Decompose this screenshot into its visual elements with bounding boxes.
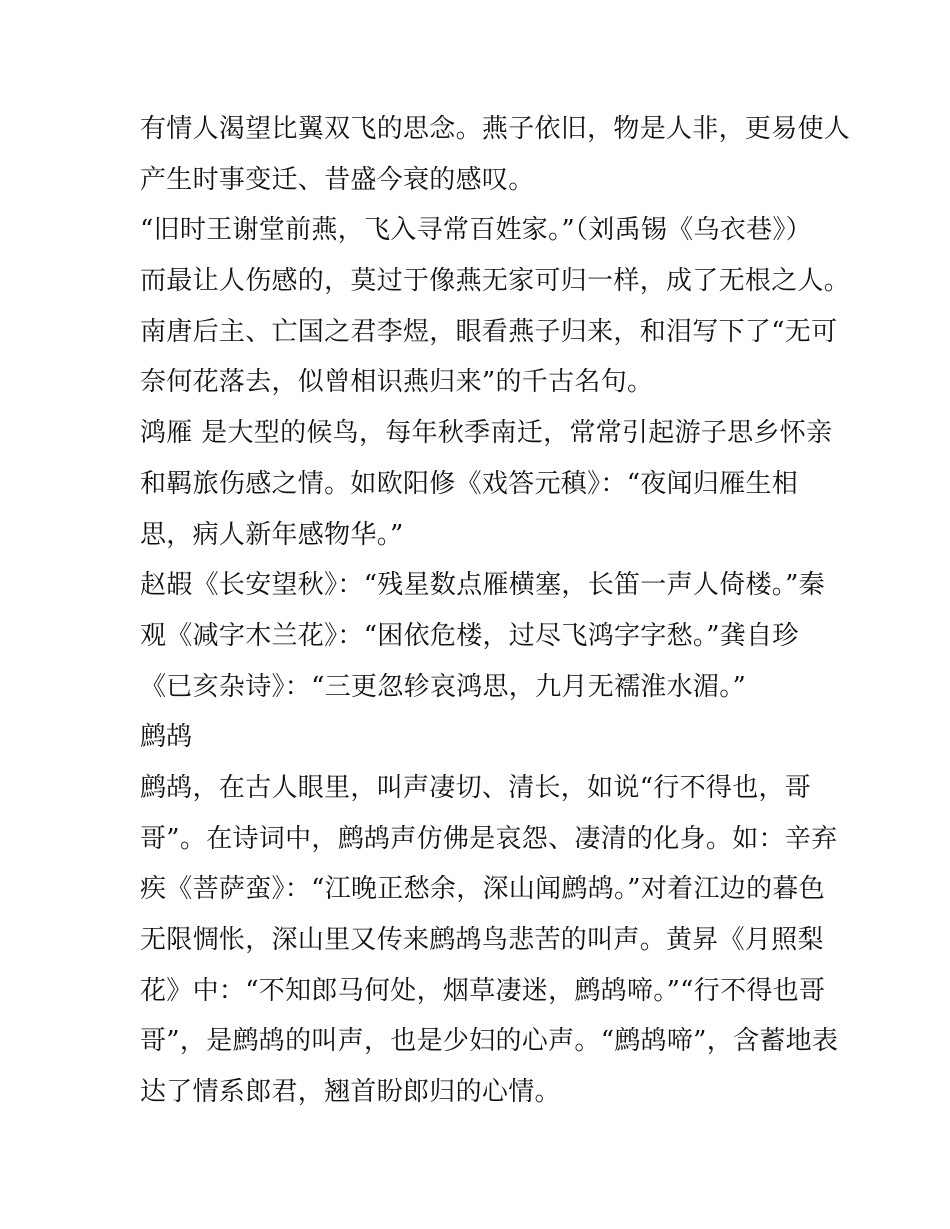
text-line: 达了情系郎君，翘首盼郎归的心情。 [140,1077,561,1108]
text-line: 疾《菩萨蛮》：“江晚正愁余，深山闻鹧鸪。”对着江边的暮色 [140,874,825,905]
text-line: 无限惆怅，深山里又传来鹧鸪鸟悲苦的叫声。黄昇《月照梨 [140,925,824,955]
text-line: 《已亥杂诗》：“三更忽轸哀鸿思，九月无襦淮水湄。” [140,671,747,702]
text-line: 鸿雁 是大型的候鸟，每年秋季南迁，常常引起游子思乡怀亲 [140,418,833,449]
text-line: 观《减字木兰花》：“困依危楼，过尽飞鸿字字愁。”龚自珍 [140,620,799,651]
text-line: 南唐后主、亡国之君李煜，眼看燕子归来，和泪写下了“无可 [140,316,838,347]
document-body [140,104,851,1118]
text-line: “旧时王谢堂前燕，飞入寻常百姓家。”（刘禹锡《乌衣巷》） [140,215,812,246]
text-line: 奈何花落去，似曾相识燕归来”的千古名句。 [140,367,654,398]
text-line: 产生时事变迁、昔盛今衰的感叹。 [140,164,535,195]
text-line: 赵嘏《长安望秋》：“残星数点雁横塞，长笛一声人倚楼。”秦 [140,570,825,601]
text-line: 和羁旅伤感之情。如欧阳修《戏答元稹》：“夜闻归雁生相 [140,468,799,499]
section-heading: 鹧鸪 [140,722,193,753]
text-line: 有情人渴望比翼双飞的思念。燕子依旧，物是人非，更易使人 [140,114,851,144]
text-line: 鹧鸪，在古人眼里，叫声凄切、清长，如说“行不得也，哥 [140,772,812,803]
text-line: 思，病人新年感物华。” [140,519,404,550]
text-line: 而最让人伤感的，莫过于像燕无家可归一样，成了无根之人。 [140,266,851,297]
text-line: 花》中：“不知郎马何处，烟草凄迷，鹧鸪啼。”“行不得也哥 [140,975,826,1006]
text-line: 哥”。在诗词中，鹧鸪声仿佛是哀怨、凄清的化身。如：辛弃 [140,823,838,854]
text-line: 哥”，是鹧鸪的叫声，也是少妇的心声。“鹧鸪啼”，含蓄地表 [140,1026,839,1057]
